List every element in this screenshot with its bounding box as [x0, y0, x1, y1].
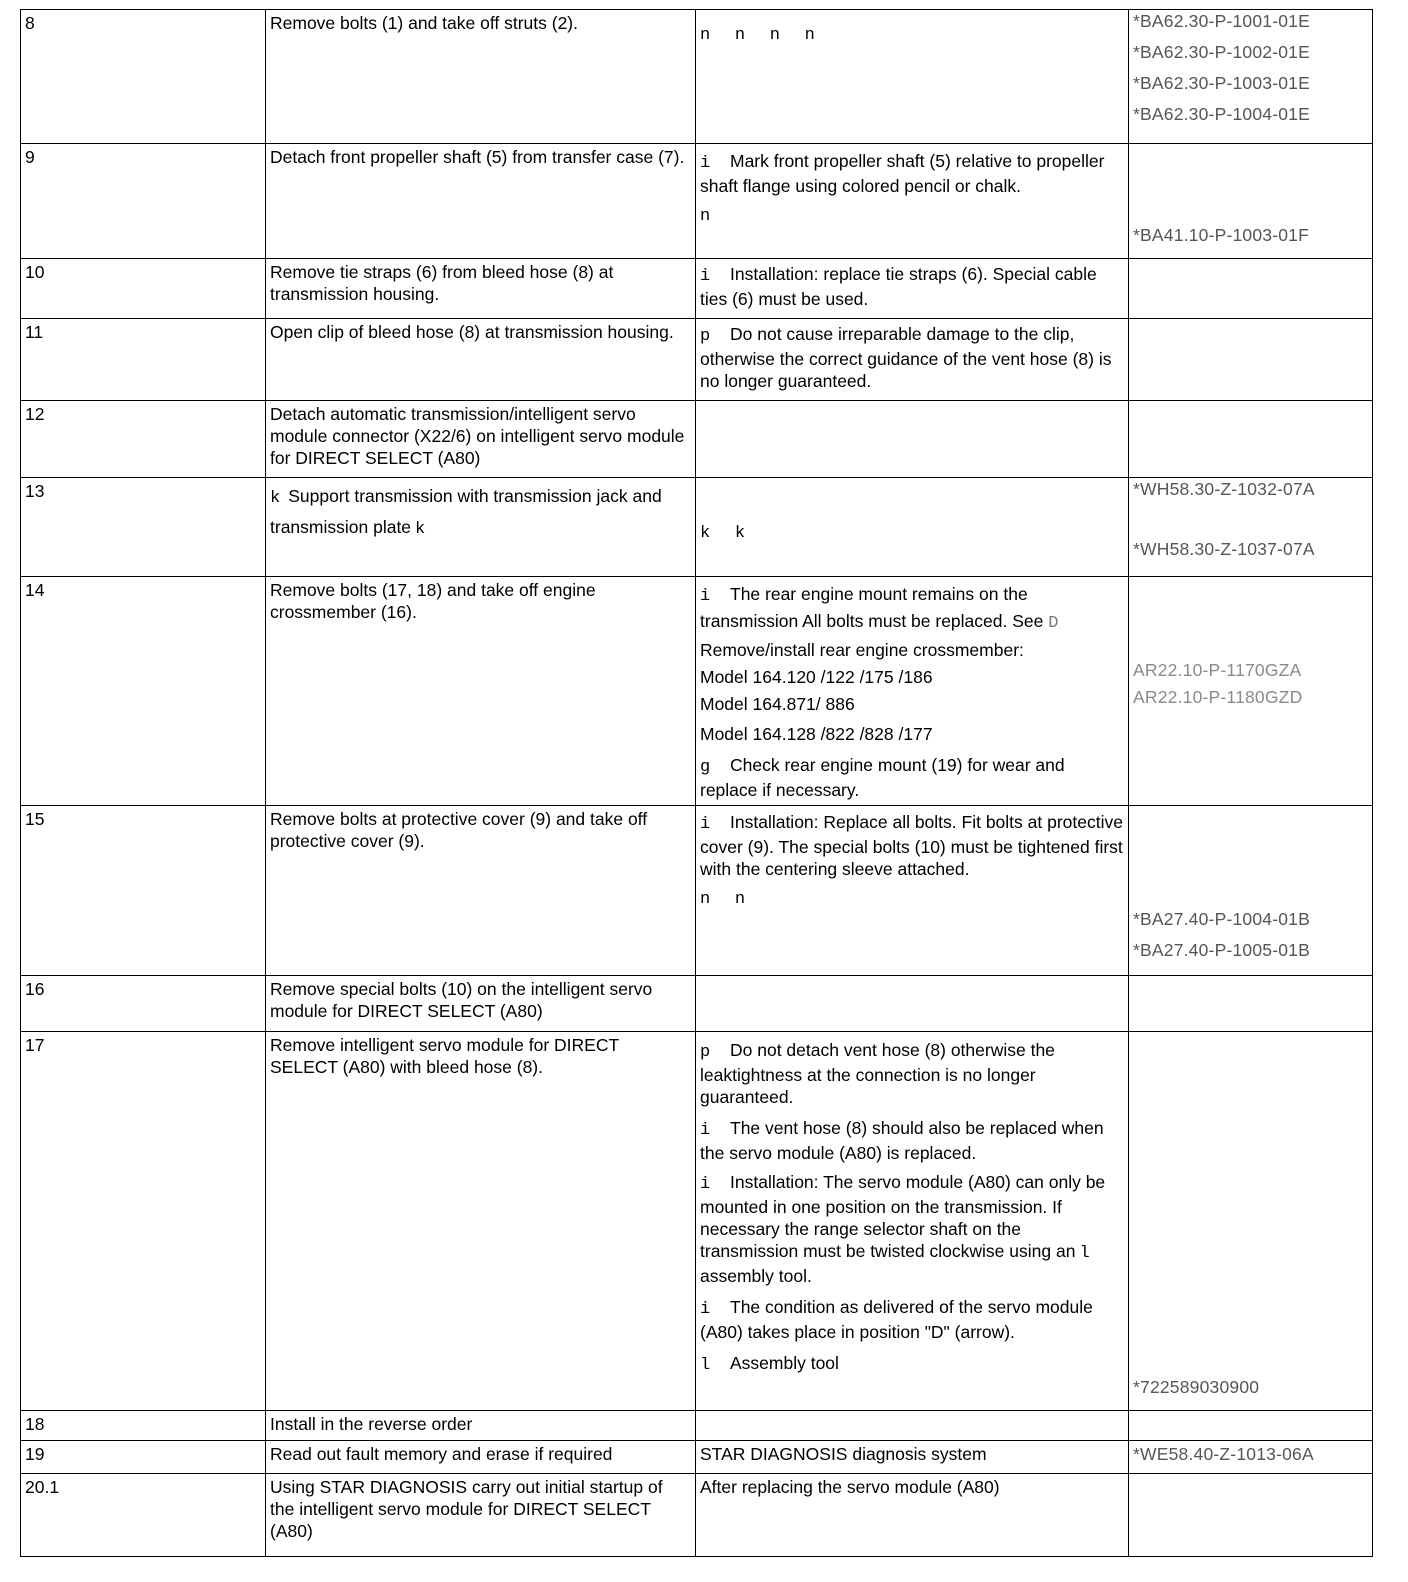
step-notes: [696, 577, 1129, 806]
note-symbol: n: [700, 890, 711, 909]
step-number: 11: [21, 319, 266, 401]
step-references: [1129, 577, 1373, 806]
step-action: Remove bolts at protective cover (9) and take off protective cover (9).: [266, 806, 696, 976]
table-row: [21, 1441, 1373, 1474]
step-number: 18: [21, 1411, 266, 1441]
note-text: Do not detach vent hose (8) otherwise the leaktightness at the connection is no longer guaranteed.: [700, 1040, 1055, 1107]
table-row: [21, 577, 1373, 806]
model-line: Model 164.128 /822 /828 /177: [700, 724, 933, 744]
step-references: [1129, 806, 1373, 976]
note-text: Installation: The servo module (A80) can only be mounted in one position on the transmission. If necessary the range selector shaft on the transmission must be twisted clockwise using an: [700, 1172, 1106, 1261]
step-notes: STAR DIAGNOSIS diagnosis system: [696, 1441, 1129, 1474]
table-row: [21, 259, 1373, 319]
info-symbol: i: [700, 1300, 711, 1319]
step-action: Open clip of bleed hose (8) at transmission housing.: [266, 319, 696, 401]
caution-symbol: p: [700, 1043, 711, 1062]
note-text: Do not cause irreparable damage to the clip, otherwise the correct guidance of the vent hose (8) is no longer guaranteed.: [700, 324, 1112, 391]
doc-reference-link[interactable]: *WE58.40-Z-1013-06A: [1133, 1444, 1314, 1464]
info-symbol: i: [700, 1121, 711, 1140]
note-symbol: n: [700, 207, 711, 226]
step-notes: [696, 976, 1129, 1032]
tool-symbol: k: [415, 520, 426, 539]
info-symbol: i: [700, 267, 711, 286]
step-references: [1129, 10, 1373, 144]
step-number: 19: [21, 1441, 266, 1474]
step-number: 10: [21, 259, 266, 319]
note-symbol: n: [700, 26, 711, 45]
doc-reference-link[interactable]: *BA27.40-P-1005-01B: [1133, 940, 1310, 960]
doc-reference-link[interactable]: *BA62.30-P-1001-01E: [1133, 11, 1310, 31]
doc-link-icon[interactable]: D: [1048, 614, 1059, 633]
table-row: [21, 1474, 1373, 1557]
doc-reference-link[interactable]: AR22.10-P-1180GZD: [1133, 687, 1303, 707]
note-symbol: n: [734, 890, 746, 909]
procedure-table: [20, 9, 1373, 1557]
step-action: Detach front propeller shaft (5) from transfer case (7).: [266, 144, 696, 259]
step-references: [1129, 259, 1373, 319]
step-references: [1129, 976, 1373, 1032]
note-text: Mark front propeller shaft (5) relative to propeller shaft flange using colored pencil or chalk.: [700, 151, 1105, 196]
step-notes: After replacing the servo module (A80): [696, 1474, 1129, 1557]
model-line: Model 164.871/ 886: [700, 694, 855, 714]
info-symbol: i: [700, 154, 711, 173]
doc-reference-link[interactable]: *BA41.10-P-1003-01F: [1133, 225, 1309, 245]
step-action: Install in the reverse order: [266, 1411, 696, 1441]
doc-reference-link[interactable]: *BA27.40-P-1004-01B: [1133, 909, 1310, 929]
note-text: Assembly tool: [730, 1353, 839, 1373]
doc-reference-link[interactable]: *BA62.30-P-1002-01E: [1133, 42, 1310, 62]
doc-reference-link[interactable]: *WH58.30-Z-1032-07A: [1133, 479, 1315, 499]
step-references: [1129, 1474, 1373, 1557]
step-notes: [696, 401, 1129, 478]
note-symbol: n: [769, 26, 780, 45]
table-row: [21, 478, 1373, 577]
doc-reference-link[interactable]: *BA62.30-P-1003-01E: [1133, 73, 1310, 93]
step-references: [1129, 478, 1373, 577]
info-symbol: i: [700, 1175, 711, 1194]
step-action: [266, 478, 696, 577]
check-symbol: g: [700, 758, 711, 777]
step-number: 16: [21, 976, 266, 1032]
tool-symbol: k: [700, 524, 711, 543]
step-references: [1129, 144, 1373, 259]
table-row: [21, 806, 1373, 976]
tool-symbol: k: [270, 489, 281, 508]
step-action: Remove bolts (1) and take off struts (2).: [266, 10, 696, 144]
info-symbol: i: [700, 815, 711, 834]
table-row: [21, 976, 1373, 1032]
info-symbol: i: [700, 587, 711, 606]
table-row: [21, 1411, 1373, 1441]
note-text: Installation: Replace all bolts. Fit bolts at protective cover (9). The special bolts (10) must be tightened first with the centering sleeve attached.: [700, 812, 1123, 879]
step-number: 20.1: [21, 1474, 266, 1557]
action-text: Support transmission with transmission jack and transmission plate: [270, 486, 662, 537]
step-references: [1129, 1441, 1373, 1474]
step-action: Remove bolts (17, 18) and take off engine crossmember (16).: [266, 577, 696, 806]
note-text: Remove/install rear engine crossmember:: [700, 640, 1024, 660]
step-notes: [696, 1411, 1129, 1441]
note-text: The vent hose (8) should also be replaced when the servo module (A80) is replaced.: [700, 1118, 1104, 1163]
step-references: [1129, 1032, 1373, 1411]
tool-symbol: l: [1079, 1244, 1090, 1263]
step-references: [1129, 319, 1373, 401]
step-notes: [696, 806, 1129, 976]
model-line: Model 164.120 /122 /175 /186: [700, 667, 933, 687]
caution-symbol: p: [700, 327, 711, 346]
note-text: Check rear engine mount (19) for wear and replace if necessary.: [700, 755, 1065, 800]
step-number: 13: [21, 478, 266, 577]
step-number: 9: [21, 144, 266, 259]
tool-symbol: k: [734, 524, 746, 543]
step-number: 15: [21, 806, 266, 976]
step-notes: [696, 1032, 1129, 1411]
doc-reference-link[interactable]: *722589030900: [1133, 1377, 1260, 1397]
doc-reference-link[interactable]: *WH58.30-Z-1037-07A: [1133, 539, 1315, 559]
table-row: [21, 401, 1373, 478]
note-text: The rear engine mount remains on the transmission All bolts must be replaced. See: [700, 584, 1044, 631]
table-row: [21, 1032, 1373, 1411]
step-number: 8: [21, 10, 266, 144]
step-action: Remove intelligent servo module for DIRECT SELECT (A80) with bleed hose (8).: [266, 1032, 696, 1411]
step-notes: [696, 259, 1129, 319]
table-row: [21, 319, 1373, 401]
step-action: Read out fault memory and erase if required: [266, 1441, 696, 1474]
tool-symbol: l: [700, 1356, 711, 1375]
step-notes: [696, 319, 1129, 401]
step-notes: [696, 144, 1129, 259]
table-row: [21, 10, 1373, 144]
step-references: [1129, 401, 1373, 478]
step-notes: [696, 10, 1129, 144]
step-references: [1129, 1411, 1373, 1441]
note-text: Installation: replace tie straps (6). Special cable ties (6) must be used.: [700, 264, 1097, 309]
step-action: Remove special bolts (10) on the intelligent servo module for DIRECT SELECT (A80): [266, 976, 696, 1032]
step-number: 17: [21, 1032, 266, 1411]
step-notes: [696, 478, 1129, 577]
step-number: 12: [21, 401, 266, 478]
step-action: Using STAR DIAGNOSIS carry out initial startup of the intelligent servo module for DIRECT SELECT (A80): [266, 1474, 696, 1557]
note-symbol: n: [804, 26, 815, 45]
note-text: The condition as delivered of the servo module (A80) takes place in position "D" (arrow).: [700, 1297, 1093, 1342]
doc-reference-link[interactable]: AR22.10-P-1170GZA: [1133, 660, 1302, 680]
step-number: 14: [21, 577, 266, 806]
step-action: Detach automatic transmission/intelligent servo module connector (X22/6) on intelligent servo module for DIRECT SELECT (A80): [266, 401, 696, 478]
table-row: [21, 144, 1373, 259]
doc-reference-link[interactable]: *BA62.30-P-1004-01E: [1133, 104, 1310, 124]
note-symbol: n: [734, 26, 746, 45]
note-text: assembly tool.: [700, 1266, 812, 1286]
step-action: Remove tie straps (6) from bleed hose (8) at transmission housing.: [266, 259, 696, 319]
